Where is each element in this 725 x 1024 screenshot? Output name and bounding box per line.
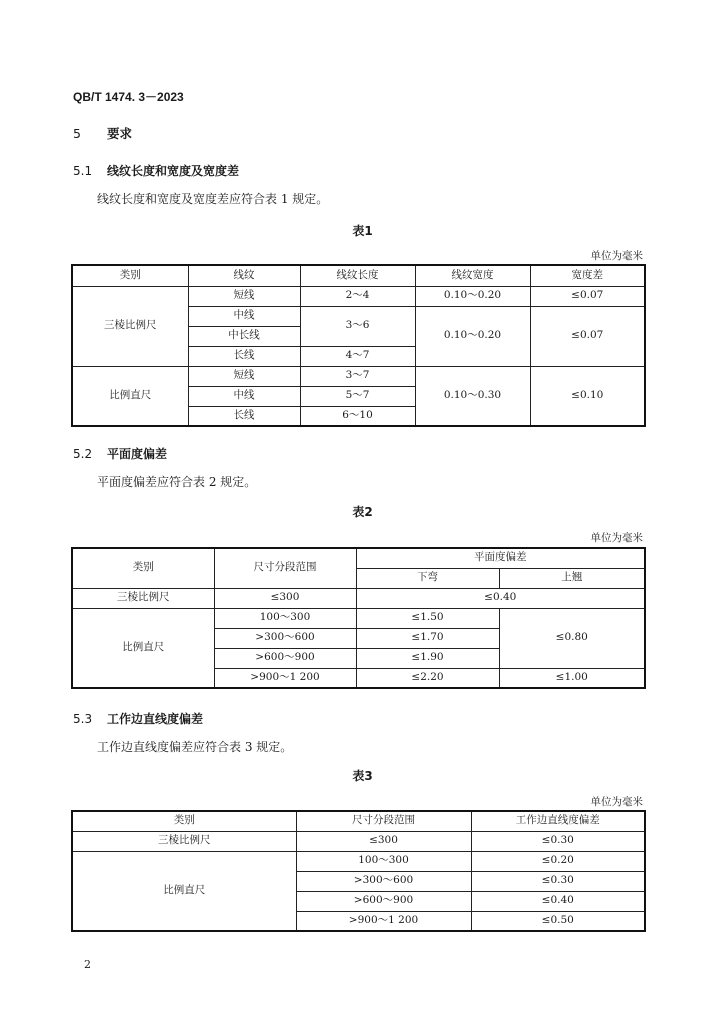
table-3 — [71, 810, 646, 932]
section-5-1-heading — [73, 162, 239, 179]
section-5-heading — [73, 124, 132, 142]
category-cell: 比例直尺 — [72, 608, 214, 688]
table-cell: ≤2.20 — [356, 668, 499, 688]
table-cell: >600～900 — [296, 891, 471, 911]
table-cell: ≤1.50 — [356, 608, 499, 628]
table-cell: ≤300 — [214, 588, 356, 608]
category-cell: 三棱比例尺 — [72, 588, 214, 608]
table-header-cell: 工作边直线度偏差 — [471, 811, 645, 831]
section-number: 5.2 — [73, 447, 93, 461]
table-cell: >600～900 — [214, 648, 356, 668]
section-5-3-heading — [73, 710, 203, 727]
table-cell: ≤1.00 — [499, 668, 645, 688]
table-cell: >300～600 — [214, 628, 356, 648]
section-number: 5 — [73, 126, 81, 141]
table-cell: 中线 — [188, 386, 300, 406]
table-header-cell: 类别 — [72, 811, 296, 831]
table-1-unit: 单位为毫米 — [590, 250, 643, 262]
table-2-caption: 表2 — [352, 505, 373, 519]
table-cell: 3～7 — [300, 366, 415, 386]
table-cell: 3～6 — [300, 306, 415, 346]
table-cell: 长线 — [188, 406, 300, 426]
table-cell: 5～7 — [300, 386, 415, 406]
table-cell: 100～300 — [214, 608, 356, 628]
table-cell: ≤0.20 — [471, 851, 645, 871]
table-cell: >900～1 200 — [214, 668, 356, 688]
table-cell: 2～4 — [300, 286, 415, 306]
table-cell: 短线 — [188, 286, 300, 306]
category-cell: 比例直尺 — [72, 366, 188, 426]
section-number: 5.3 — [73, 712, 93, 726]
section-5-3-paragraph: 工作边直线度偏差应符合表 3 规定。 — [97, 740, 293, 754]
table-1-caption: 表1 — [352, 224, 373, 238]
table-cell: ≤300 — [296, 831, 471, 851]
table-cell: 6～10 — [300, 406, 415, 426]
table-cell: 0.10～0.20 — [415, 306, 530, 366]
table-cell: 0.10～0.30 — [415, 366, 530, 426]
table-cell: 长线 — [188, 346, 300, 366]
table-cell: 100～300 — [296, 851, 471, 871]
table-3-caption: 表3 — [352, 769, 373, 783]
table-cell: ≤0.40 — [471, 891, 645, 911]
table-header-cell: 平面度偏差 — [356, 548, 645, 568]
section-5-2-heading — [73, 445, 167, 462]
table-cell: >900～1 200 — [296, 911, 471, 931]
category-cell: 比例直尺 — [72, 851, 296, 931]
table-cell: 中长线 — [188, 326, 300, 346]
page-number: 2 — [84, 958, 91, 971]
table-cell: ≤1.70 — [356, 628, 499, 648]
table-cell: ≤0.50 — [471, 911, 645, 931]
category-cell: 三棱比例尺 — [72, 831, 296, 851]
section-5-2-paragraph: 平面度偏差应符合表 2 规定。 — [97, 475, 257, 489]
section-title: 平面度偏差 — [107, 447, 168, 461]
table-cell: 0.10～0.20 — [415, 286, 530, 306]
table-header-cell: 尺寸分段范围 — [296, 811, 471, 831]
table-header-cell: 类别 — [72, 548, 214, 588]
table-header-cell: 线纹宽度 — [415, 265, 530, 286]
table-2 — [71, 547, 646, 689]
table-cell: ≤0.30 — [471, 831, 645, 851]
table-cell: ≤0.07 — [530, 306, 645, 366]
standard-code: QB/T 1474. 3－2023 — [73, 90, 184, 104]
table-cell: >300～600 — [296, 871, 471, 891]
section-title: 工作边直线度偏差 — [107, 712, 204, 726]
section-title: 要求 — [107, 126, 133, 141]
table-cell: ≤0.30 — [471, 871, 645, 891]
section-number: 5.1 — [73, 164, 93, 178]
table-cell: ≤0.40 — [356, 588, 645, 608]
table-cell: ≤0.07 — [530, 286, 645, 306]
table-2-unit: 单位为毫米 — [590, 532, 643, 544]
table-cell: 中线 — [188, 306, 300, 326]
table-header-cell: 线纹 — [188, 265, 300, 286]
table-cell: 短线 — [188, 366, 300, 386]
section-5-1-paragraph: 线纹长度和宽度及宽度差应符合表 1 规定。 — [97, 192, 329, 206]
table-header-cell: 上翘 — [499, 568, 645, 588]
table-3-unit: 单位为毫米 — [590, 796, 643, 808]
table-header-cell: 下弯 — [356, 568, 499, 588]
table-cell: 4～7 — [300, 346, 415, 366]
table-cell: ≤0.10 — [530, 366, 645, 426]
section-title: 线纹长度和宽度及宽度差 — [107, 164, 240, 178]
category-cell: 三棱比例尺 — [72, 286, 188, 366]
table-header-cell: 线纹长度 — [300, 265, 415, 286]
table-1 — [71, 264, 646, 427]
table-header-cell: 尺寸分段范围 — [214, 548, 356, 588]
table-cell: ≤0.80 — [499, 608, 645, 668]
table-cell: ≤1.90 — [356, 648, 499, 668]
table-header-cell: 宽度差 — [530, 265, 645, 286]
table-header-cell: 类别 — [72, 265, 188, 286]
